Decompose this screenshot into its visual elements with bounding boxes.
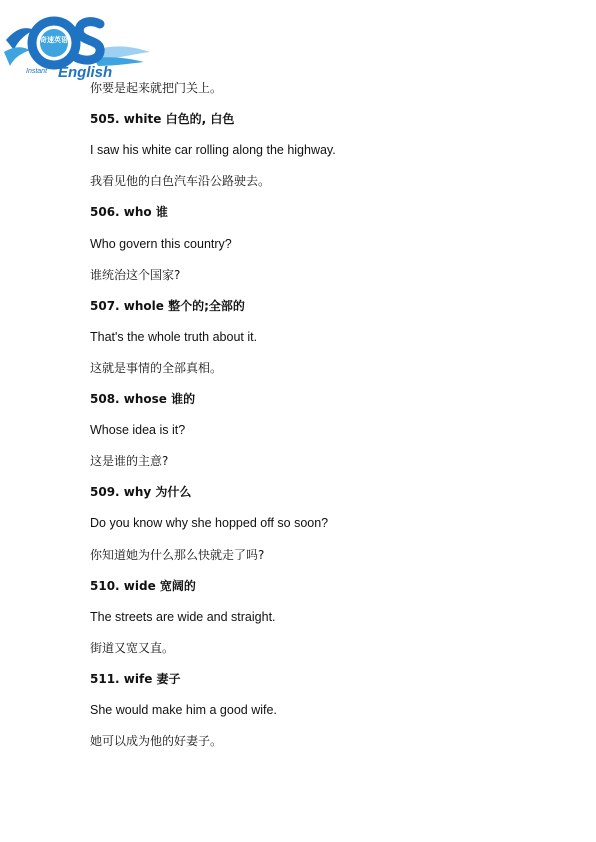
example-sentence-en: I saw his white car rolling along the highway. <box>90 143 336 158</box>
example-sentence-en: She would make him a good wife. <box>90 703 277 717</box>
translation-zh: 这是谁的主意? <box>90 454 169 469</box>
vocab-entry-heading: 508. whose 谁的 <box>90 392 196 406</box>
translation-zh: 这就是事情的全部真相。 <box>90 360 223 375</box>
vocab-entry-heading: 505. white 白色的, 白色 <box>90 112 235 127</box>
example-sentence-en: Who govern this country? <box>90 236 232 251</box>
example-sentence-en: Whose idea is it? <box>90 423 186 438</box>
logo-badge-text: 奇速英语 <box>40 36 68 44</box>
brand-logo <box>4 10 154 82</box>
vocab-entry-heading: 506. who 谁 <box>90 205 168 220</box>
vocab-entry-heading: 509. why 为什么 <box>90 485 192 500</box>
logo-english-text: English <box>58 64 113 81</box>
translation-zh: 街道又宽又直。 <box>90 640 175 655</box>
example-sentence-en: Do you know why she hopped off so soon? <box>90 516 329 531</box>
example-sentence-en: The streets are wide and straight. <box>90 609 276 624</box>
vocab-entry-heading: 510. wide 宽阔的 <box>90 578 196 593</box>
translation-zh: 你要是起来就把门关上。 <box>90 81 223 95</box>
example-sentence-en: That's the whole truth about it. <box>90 329 258 344</box>
translation-zh: 她可以成为他的好妻子。 <box>90 734 223 749</box>
vocab-entry-heading: 507. whole 整个的;全部的 <box>90 298 245 313</box>
translation-zh: 你知道她为什么那么快就走了吗? <box>90 547 265 562</box>
translation-zh: 我看见他的白色汽车沿公路驶去。 <box>90 174 271 189</box>
translation-zh: 谁统治这个国家? <box>90 267 181 282</box>
vocab-entry-heading: 511. wife 妻子 <box>90 671 181 686</box>
logo-instant-text: Instant <box>26 68 48 75</box>
